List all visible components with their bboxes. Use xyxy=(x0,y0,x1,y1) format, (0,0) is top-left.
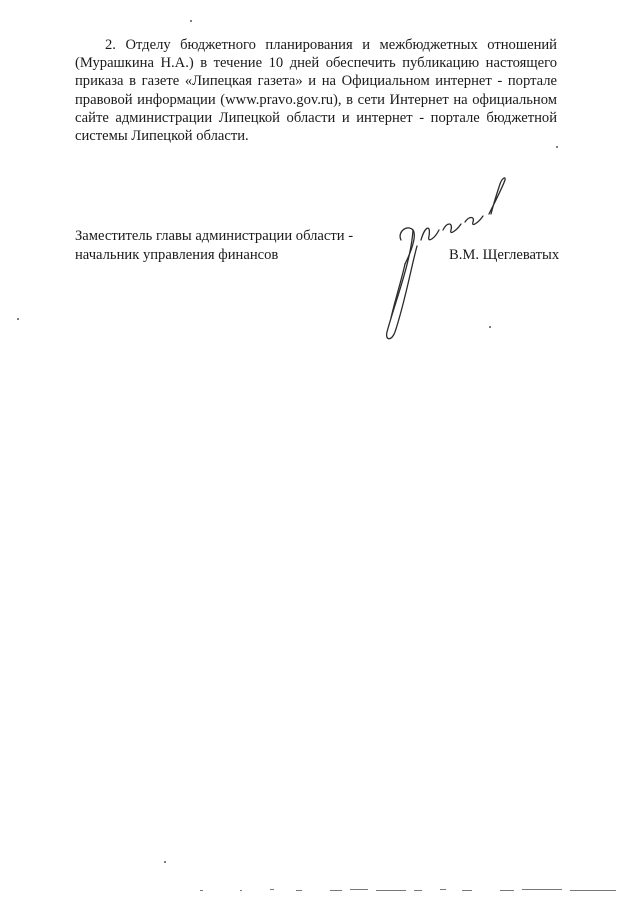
signatory-name: В.М. Щеглеватых xyxy=(449,247,560,263)
signatory-position-line-1: Заместитель главы администрации области - xyxy=(75,228,354,244)
scan-speck xyxy=(190,20,192,22)
signature-stroke-3 xyxy=(421,228,439,240)
scan-speck xyxy=(17,318,19,320)
order-paragraph-2: 2. Отделу бюджетного планирования и межбюджетных отношений (Мурашкина Н.А.) в течение 10 дней обеспечить публикацию настоящего приказа в газете «Липецкая газета» и на Официальном интернет - портале правовой информации (www.pravo.gov.ru), в сети Интернет на официальном сайте администрации Липецкой области и интернет - портале бюджетной системы Липецкой области. xyxy=(75,37,557,145)
scan-speck xyxy=(556,146,558,148)
signatory-position-line-2: начальник управления финансов xyxy=(75,246,279,263)
scan-edge-noise xyxy=(200,889,620,892)
signature-stroke-6 xyxy=(489,178,505,214)
scan-speck xyxy=(164,861,166,863)
signature-stroke-4 xyxy=(443,224,461,232)
signature-stroke-7 xyxy=(391,264,405,318)
signatory-position xyxy=(75,227,375,264)
signature-stroke-5 xyxy=(465,216,483,224)
scan-speck xyxy=(489,326,491,328)
